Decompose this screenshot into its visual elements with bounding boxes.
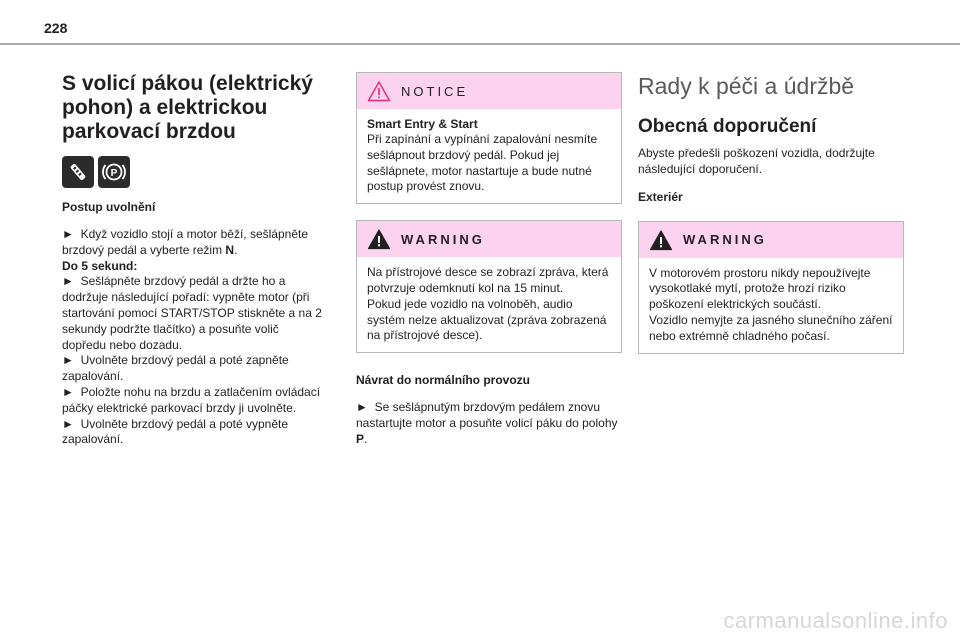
release-within-5s: Do 5 sekund: (62, 258, 138, 273)
notice-heading: Smart Entry & Start (367, 117, 478, 131)
warning-body-2 (639, 258, 903, 353)
warning-box-1 (356, 220, 622, 353)
header-rule (0, 43, 960, 45)
section-title: S volicí pákou (elektrický pohon) a elektrickou parkovací brzdou (62, 72, 313, 143)
subheading-exterior: Exteriér (638, 189, 683, 204)
parking-brake-icon (98, 156, 130, 188)
watermark-footer[interactable]: carmanualsonline.info (723, 608, 948, 633)
notice-triangle-icon (367, 80, 391, 102)
notice-body (357, 109, 621, 203)
warning-header-1 (357, 221, 621, 257)
release-step-1: ► Když vozidlo stojí a motor běží, sešlápněte brzdový pedál a vyberte režim N. (62, 227, 309, 257)
warning-triangle-icon (649, 229, 673, 251)
general-recommendations-heading: Obecná doporučení (638, 116, 817, 137)
warning-header-2 (639, 222, 903, 258)
page-number: 228 (44, 20, 68, 36)
warning-body-1 (357, 257, 621, 352)
notice-title: NOTICE (401, 83, 469, 99)
release-step-2: ► Sešlápněte brzdový pedál a držte ho a dodržuje následující pořadí: vypněte motor (při startování pomocí START/STOP stiskněte a na 2 sekundy podržte tlačítko) a posuňte volič dopředu nebo dozadu. (62, 274, 322, 352)
warning-box-2 (638, 221, 904, 354)
gear-selector-icon (62, 156, 94, 188)
warning-text-2a: V motorovém prostoru nikdy nepoužívejte vysokotlaké mytí, protože hrozí riziko poškození elektrických součástí. (649, 265, 871, 312)
notice-text: Při zapínání a vypínání zapalování nesmíte sešlápnout brzdový pedál. Pokud jej sešlápnete, motor nastartuje a bude nutné postup provést znovu. (367, 132, 598, 194)
release-step-4: ► Položte nohu na brzdu a zatlačením ovládací páčky elektrické parkovací brzdy ji uvolněte. (62, 384, 321, 415)
general-intro: Abyste předešli poškození vozidla, dodržujte následující doporučení. (638, 146, 875, 176)
release-step-5: ► Uvolněte brzdový pedál a poté vypněte zapalování. (62, 416, 289, 447)
column-3 (638, 72, 902, 354)
warning-title-1: WARNING (401, 231, 485, 247)
svg-text:P: P (110, 168, 118, 179)
column-1 (62, 72, 326, 448)
release-step-3: ► Uvolněte brzdový pedál a poté zapněte zapalování. (62, 353, 289, 384)
subheading-normal-operation: Návrat do normálního provozu (356, 373, 531, 388)
warning-text-1a: Na přístrojové desce se zobrazí zpráva, která potvrzuje odemknutí kol na 15 minut. (367, 265, 609, 295)
notice-header (357, 73, 621, 109)
warning-title-2: WARNING (683, 232, 767, 248)
normal-operation-step: ► Se sešlápnutým brzdovým pedálem znovu nastartujte motor a posuňte volicí páku do polohy P. (356, 400, 618, 446)
notice-box (356, 72, 622, 204)
icon-row (62, 156, 326, 188)
warning-text-2b: Vozidlo nemyjte za jasného slunečního záření nebo extrémně chladného počasí. (649, 312, 893, 343)
column-2 (356, 72, 620, 448)
warning-triangle-icon (367, 228, 391, 250)
chapter-title: Rady k péči a údržbě (638, 73, 855, 99)
warning-text-1b: Pokud jede vozidlo na volnoběh, audio systém nelze aktualizovat (zpráva zobrazená na přístrojové desce). (367, 296, 607, 343)
subheading-release: Postup uvolnění (62, 200, 156, 214)
